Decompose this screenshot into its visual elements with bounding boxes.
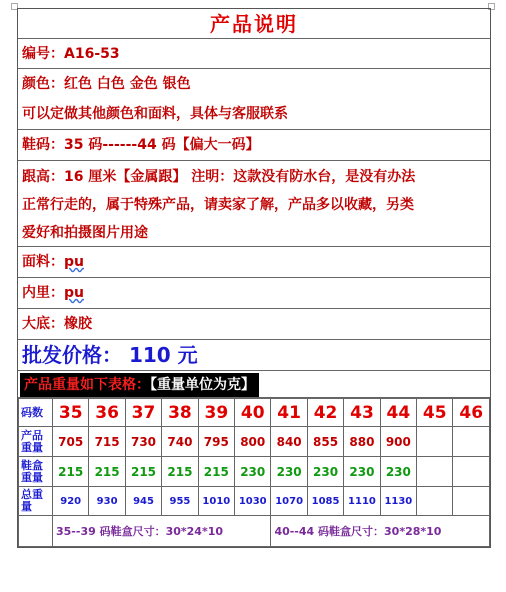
table-cell: 44 bbox=[380, 399, 416, 427]
box-size-row bbox=[19, 516, 490, 547]
lining-label: 内里： bbox=[22, 285, 64, 301]
table-cell: 945 bbox=[125, 487, 161, 516]
size-range: 鞋码：35 码------44 码【偏大一码】 bbox=[18, 130, 490, 161]
empty-cell bbox=[19, 516, 53, 547]
table-cell: 800 bbox=[235, 427, 271, 457]
table-cell: 35 bbox=[53, 399, 89, 427]
table-cell: 36 bbox=[89, 399, 125, 427]
weight-table bbox=[18, 398, 490, 547]
box-weight-row bbox=[19, 457, 490, 487]
row-label: 总重量 bbox=[19, 487, 53, 516]
table-cell: 37 bbox=[125, 399, 161, 427]
table-cell: 920 bbox=[53, 487, 89, 516]
heel-line: 正常行走的，属于特殊产品，请卖家了解，产品多以收藏，另类 bbox=[22, 197, 414, 213]
row-label: 鞋盒重量 bbox=[19, 457, 53, 487]
table-cell: 230 bbox=[307, 457, 343, 487]
table-cell: 840 bbox=[271, 427, 307, 457]
size-row bbox=[19, 399, 490, 427]
table-cell: 45 bbox=[417, 399, 453, 427]
color-line: 颜色：红色 白色 金色 银色 bbox=[22, 76, 191, 92]
heel-line: 跟高：16 厘米【金属跟】 注明：这款没有防水台，是没有办法 bbox=[22, 169, 416, 185]
table-cell: 230 bbox=[235, 457, 271, 487]
table-cell: 215 bbox=[198, 457, 234, 487]
lining bbox=[18, 278, 490, 309]
table-cell: 230 bbox=[344, 457, 380, 487]
box-size-small: 35--39 码鞋盒尺寸：30*24*10 bbox=[53, 516, 271, 547]
weight-header-box bbox=[20, 373, 259, 397]
table-cell: 900 bbox=[380, 427, 416, 457]
weight-header-text: 产品重量如下表格： bbox=[24, 377, 150, 393]
page-title: 产品说明 bbox=[18, 9, 490, 39]
table-cell: 41 bbox=[271, 399, 307, 427]
table-cell: 855 bbox=[307, 427, 343, 457]
table-cell: 46 bbox=[453, 399, 490, 427]
table-cell: 215 bbox=[125, 457, 161, 487]
table-cell: 215 bbox=[53, 457, 89, 487]
box-size-large: 40--44 码鞋盒尺寸：30*28*10 bbox=[271, 516, 490, 547]
table-cell bbox=[417, 487, 453, 516]
table-cell: 1010 bbox=[198, 487, 234, 516]
table-cell bbox=[453, 427, 490, 457]
product-weight-row bbox=[19, 427, 490, 457]
table-cell: 215 bbox=[162, 457, 198, 487]
table-cell bbox=[417, 457, 453, 487]
table-cell: 1130 bbox=[380, 487, 416, 516]
material bbox=[18, 247, 490, 278]
table-cell: 230 bbox=[271, 457, 307, 487]
table-cell: 730 bbox=[125, 427, 161, 457]
table-cell: 42 bbox=[307, 399, 343, 427]
table-cell: 43 bbox=[344, 399, 380, 427]
row-label: 产品重量 bbox=[19, 427, 53, 457]
table-cell: 880 bbox=[344, 427, 380, 457]
table-cell: 215 bbox=[89, 457, 125, 487]
wholesale-price: 批发价格： 110 元 bbox=[18, 340, 490, 371]
table-cell: 1085 bbox=[307, 487, 343, 516]
table-cell: 705 bbox=[53, 427, 89, 457]
table-cell: 740 bbox=[162, 427, 198, 457]
material-value: pu bbox=[64, 254, 84, 270]
custom-note: 可以定做其他颜色和面料，具体与客服联系 bbox=[22, 106, 288, 122]
weight-header bbox=[18, 371, 490, 398]
total-weight-row bbox=[19, 487, 490, 516]
table-cell: 955 bbox=[162, 487, 198, 516]
sole: 大底：橡胶 bbox=[18, 309, 490, 340]
material-label: 面料： bbox=[22, 254, 64, 270]
color-info bbox=[18, 69, 490, 130]
table-cell: 40 bbox=[235, 399, 271, 427]
table-cell: 230 bbox=[380, 457, 416, 487]
table-cell: 930 bbox=[89, 487, 125, 516]
heel-info bbox=[18, 161, 490, 247]
heel-line: 爱好和拍摄图片用途 bbox=[22, 225, 148, 241]
table-cell: 1030 bbox=[235, 487, 271, 516]
product-code: 编号：A16-53 bbox=[18, 39, 490, 69]
table-cell bbox=[453, 457, 490, 487]
table-cell: 1070 bbox=[271, 487, 307, 516]
table-cell: 38 bbox=[162, 399, 198, 427]
table-cell bbox=[453, 487, 490, 516]
table-cell bbox=[417, 427, 453, 457]
lining-value: pu bbox=[64, 285, 84, 301]
table-cell: 1110 bbox=[344, 487, 380, 516]
table-cell: 39 bbox=[198, 399, 234, 427]
table-cell: 795 bbox=[198, 427, 234, 457]
row-label: 码数 bbox=[19, 399, 53, 427]
product-spec-sheet bbox=[17, 8, 491, 548]
table-cell: 715 bbox=[89, 427, 125, 457]
weight-unit-note: 【重量单位为克】 bbox=[150, 377, 255, 393]
